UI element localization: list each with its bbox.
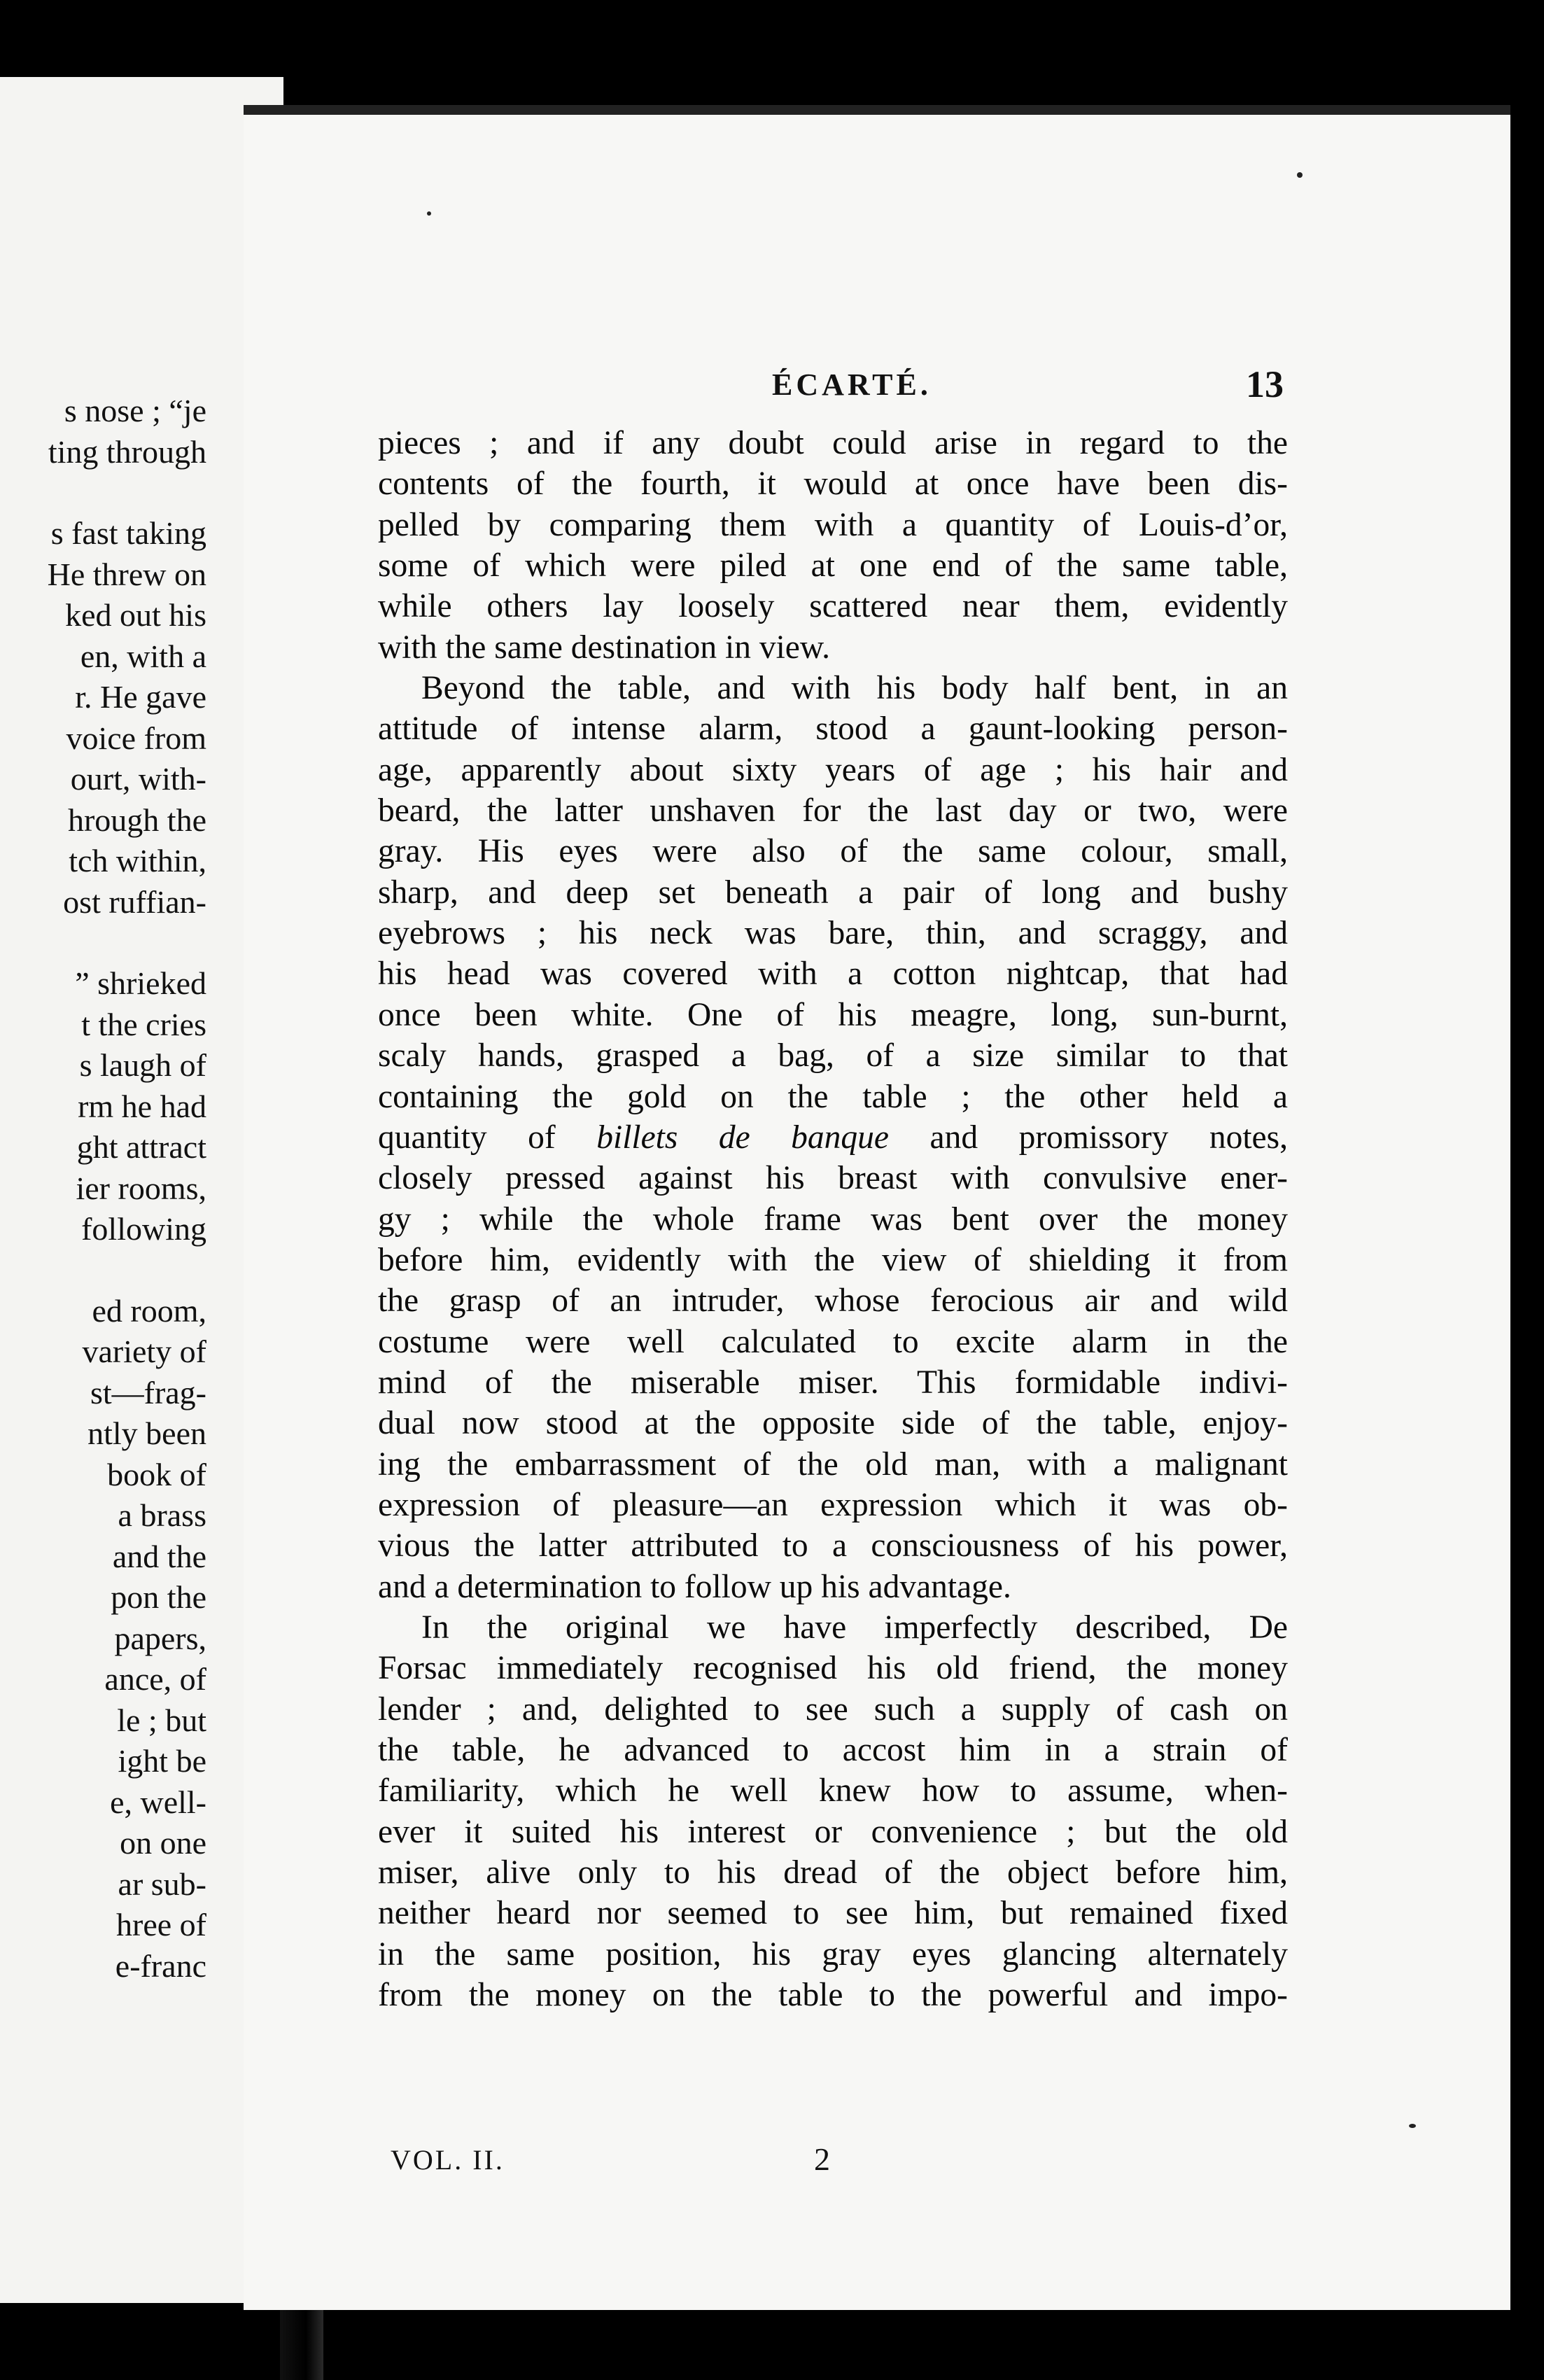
previous-page-line: s fast taking — [50, 515, 206, 551]
ink-speck — [427, 211, 431, 216]
previous-page-text — [0, 391, 206, 1987]
text-line: some of which were piled at one end of the same table, — [378, 547, 1288, 584]
text-line: once been white. One of his meagre, long, sun-burnt, — [378, 996, 1288, 1033]
text-line: with the same destination in view. — [378, 629, 830, 666]
text-line: neither heard nor seemed to see him, but remained fixed — [378, 1895, 1288, 1932]
text-line: Beyond the table, and with his body half bent, in an — [421, 670, 1288, 707]
previous-page-line: e, well- — [110, 1784, 206, 1820]
text-line — [378, 1117, 1288, 1158]
previous-page-line: rm he had — [78, 1088, 206, 1124]
text-line: ever it suited his interest or convenience ; but the old — [378, 1813, 1288, 1850]
previous-page-line: hree of — [116, 1907, 206, 1942]
text-line: In the original we have imperfectly described, De — [421, 1609, 1288, 1646]
previous-page-line: book of — [107, 1456, 206, 1492]
text-line: from the money on the table to the powerful and impo- — [378, 1977, 1288, 2014]
page-number: 13 — [1246, 363, 1284, 405]
previous-page-line: t the cries — [81, 1006, 206, 1042]
text-segment: quantity of — [378, 1119, 556, 1156]
previous-page-fragment — [0, 77, 283, 2303]
text-line: gy ; while the whole frame was bent over the money — [378, 1200, 1288, 1238]
current-page — [244, 105, 1510, 2310]
previous-page-line: ance, of — [104, 1661, 206, 1697]
previous-page-line: and the — [112, 1538, 206, 1574]
volume-signature: VOL. II. — [391, 2144, 505, 2176]
text-line: scaly hands, grasped a bag, of a size similar to that — [378, 1037, 1288, 1074]
signature-number: 2 — [814, 2141, 830, 2177]
text-line: mind of the miserable miser. This formidable indivi- — [378, 1364, 1288, 1401]
previous-page-line: ost ruffian- — [63, 883, 206, 920]
text-segment: and promissory notes, — [929, 1119, 1288, 1156]
text-line: before him, evidently with the view of shielding it from — [378, 1241, 1288, 1278]
ink-speck — [1409, 2124, 1416, 2128]
previous-page-line: ting through — [48, 433, 206, 470]
text-line: miser, alive only to his dread of the object before him, — [378, 1854, 1288, 1891]
previous-page-line: s laugh of — [79, 1047, 206, 1083]
previous-page-line: en, with a — [80, 638, 206, 674]
paragraph-gap — [0, 923, 206, 963]
previous-page-line: papers, — [114, 1620, 206, 1656]
ink-speck — [1297, 172, 1303, 178]
text-line: gray. His eyes were also of the same colour, small, — [378, 833, 1288, 870]
previous-page-line: ight be — [118, 1743, 206, 1779]
text-line: pieces ; and if any doubt could arise in regard to the — [378, 425, 1288, 461]
text-line: while others lay loosely scattered near them, evidently — [378, 588, 1288, 625]
previous-page-line: ed room, — [92, 1292, 206, 1329]
previous-page-line: hrough the — [67, 802, 206, 838]
previous-page-line: He threw on — [47, 556, 206, 592]
previous-page-line: ked out his — [65, 597, 206, 633]
text-line: Forsac immediately recognised his old friend, the money — [378, 1650, 1288, 1687]
previous-page-line: ght attract — [76, 1129, 206, 1165]
text-line: and a determination to follow up his advantage. — [378, 1568, 1011, 1605]
italic-phrase: billets de banque — [596, 1119, 890, 1156]
text-line: eyebrows ; his neck was bare, thin, and scraggy, and — [378, 915, 1288, 952]
text-line: in the same position, his gray eyes glancing alternately — [378, 1935, 1288, 1973]
previous-page-line: on one — [120, 1825, 206, 1861]
previous-page-line: pon the — [111, 1579, 206, 1615]
previous-page-line: ier rooms, — [76, 1170, 206, 1206]
previous-page-line: ourt, with- — [70, 761, 206, 797]
text-line: pelled by comparing them with a quantity of Louis-d’or, — [378, 506, 1288, 543]
text-line: the table, he advanced to accost him in a strain of — [378, 1732, 1288, 1768]
text-line: dual now stood at the opposite side of the table, enjoy- — [378, 1405, 1288, 1442]
previous-page-line: r. He gave — [75, 679, 206, 715]
text-line: lender ; and, delighted to see such a supply of cash on — [378, 1690, 1288, 1728]
previous-page-line: ” shrieked — [75, 965, 206, 1001]
text-line: his head was covered with a cotton nightcap, that had — [378, 955, 1288, 993]
page-body-text — [378, 423, 1288, 2015]
previous-page-line: tch within, — [69, 843, 206, 878]
text-line: ing the embarrassment of the old man, with a malignant — [378, 1446, 1288, 1483]
previous-page-line: ar sub- — [118, 1865, 206, 1902]
previous-page-line: following — [81, 1211, 206, 1247]
text-line: familiarity, which he well knew how to assume, when- — [378, 1772, 1288, 1809]
previous-page-line: st—frag- — [90, 1374, 206, 1410]
paragraph-gap — [0, 472, 206, 513]
text-line: the grasp of an intruder, whose ferocious air and wild — [378, 1282, 1288, 1320]
previous-page-line: ntly been — [87, 1415, 206, 1451]
text-line: containing the gold on the table ; the other held a — [378, 1078, 1288, 1115]
text-line: age, apparently about sixty years of age ; his hair and — [378, 751, 1288, 788]
text-line: sharp, and deep set beneath a pair of long and bushy — [378, 874, 1288, 911]
text-line: attitude of intense alarm, stood a gaunt-looking person- — [378, 710, 1288, 748]
text-line: closely pressed against his breast with convulsive ener- — [378, 1160, 1288, 1197]
previous-page-line: voice from — [66, 720, 206, 756]
previous-page-line: a brass — [118, 1497, 206, 1533]
text-line: beard, the latter unshaven for the last day or two, were — [378, 792, 1288, 830]
text-line: costume were well calculated to excite alarm in the — [378, 1323, 1288, 1360]
text-line: vious the latter attributed to a consciousness of his power, — [378, 1527, 1288, 1564]
text-line: contents of the fourth, it would at once have been dis- — [378, 465, 1288, 503]
paragraph-gap — [0, 1250, 206, 1291]
text-line: expression of pleasure—an expression which it was ob- — [378, 1486, 1288, 1523]
previous-page-line: s nose ; “je — [64, 393, 206, 428]
running-title: ÉCARTÉ. — [772, 368, 932, 402]
previous-page-line: le ; but — [117, 1702, 206, 1738]
previous-page-line: e-franc — [115, 1947, 206, 1984]
previous-page-line: variety of — [82, 1334, 206, 1369]
